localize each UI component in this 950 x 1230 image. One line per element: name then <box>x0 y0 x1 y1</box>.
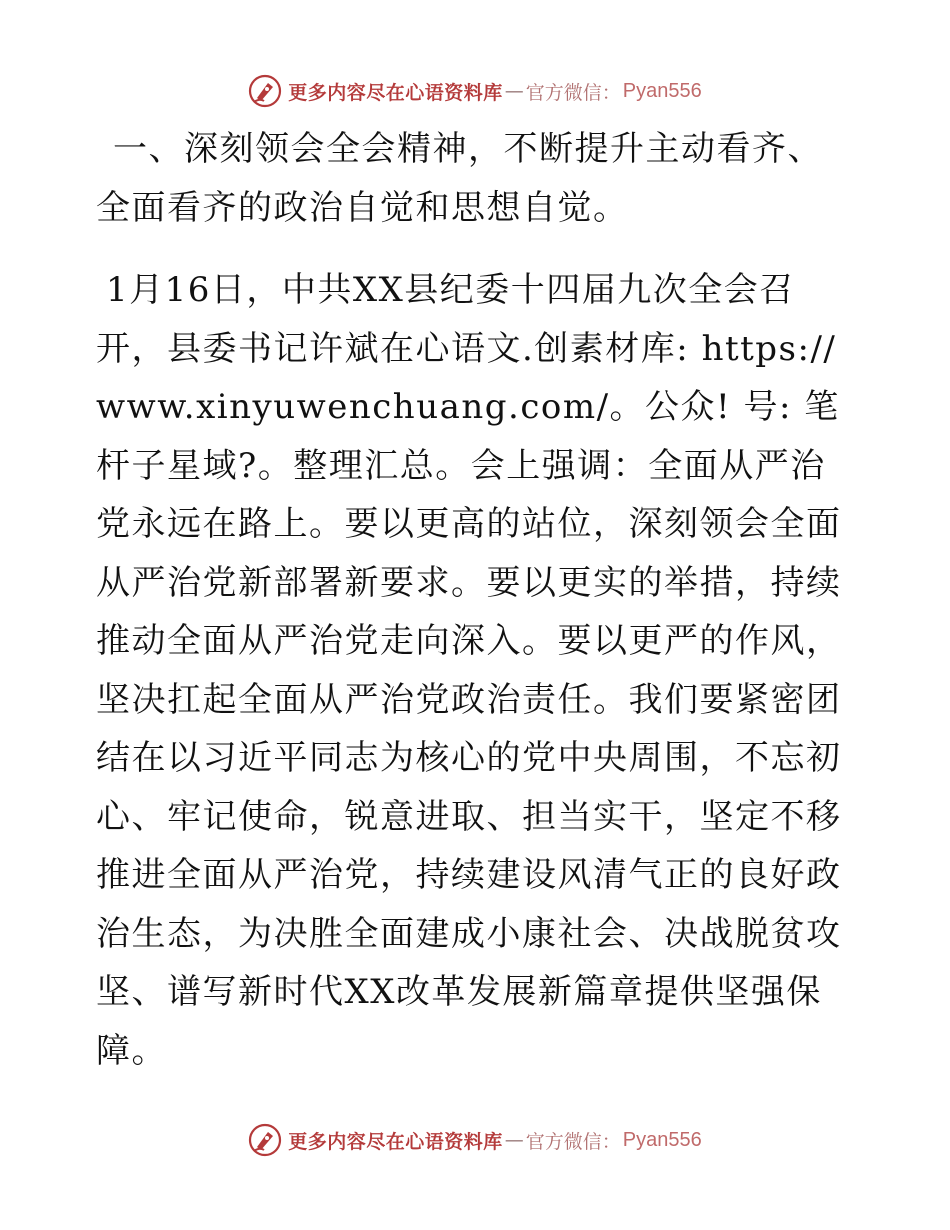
watermark-wechat-label: 官方微信： <box>525 81 621 104</box>
watermark-brand-text: 更多内容尽在心语资料库 <box>288 81 503 104</box>
pen-nib-circle-icon <box>248 74 282 108</box>
watermark-dash: — <box>504 1129 524 1151</box>
section-heading: 一、深刻领会全会精神，不断提升主动看齐、全面看齐的政治自觉和思想自觉。 <box>96 129 823 228</box>
header-watermark <box>0 71 950 111</box>
watermark-dash: — <box>504 80 524 102</box>
document-body <box>96 120 856 1080</box>
watermark-wechat-account: Pyan556 <box>622 79 702 102</box>
pen-nib-circle-icon <box>248 1123 282 1157</box>
watermark-brand-text: 更多内容尽在心语资料库 <box>288 1130 503 1153</box>
body-paragraph: 1月16日，中共XX县纪委十四届九次全会召开，县委书记许斌在心语文.创素材库: https://www.xinyuwenchuang.com/。公众! 号: 笔杆子星域?。整理汇总。会上强调：全面从严治党永远在路上。要以更高的站位，深刻领会全面从严治党新部署新要求。要以更实的举措，持续推动全面从严治党走向深入。要以更严的作风，坚决扛起全面从严治党政治责任。我们要紧密团结在以习近平同志为核心的党中央周围，不忘初心、牢记使命，锐意进取、担当实干，坚定不移推进全面从严治党，持续建设风清气正的良好政治生态，为决胜全面建成小康社会、决战脱贫攻坚、谱写新时代XX改革发展新篇章提供坚强保障。 <box>96 270 842 1071</box>
footer-watermark <box>0 1120 950 1160</box>
watermark-wechat-account: Pyan556 <box>622 1128 702 1151</box>
watermark-wechat-label: 官方微信： <box>525 1130 621 1153</box>
